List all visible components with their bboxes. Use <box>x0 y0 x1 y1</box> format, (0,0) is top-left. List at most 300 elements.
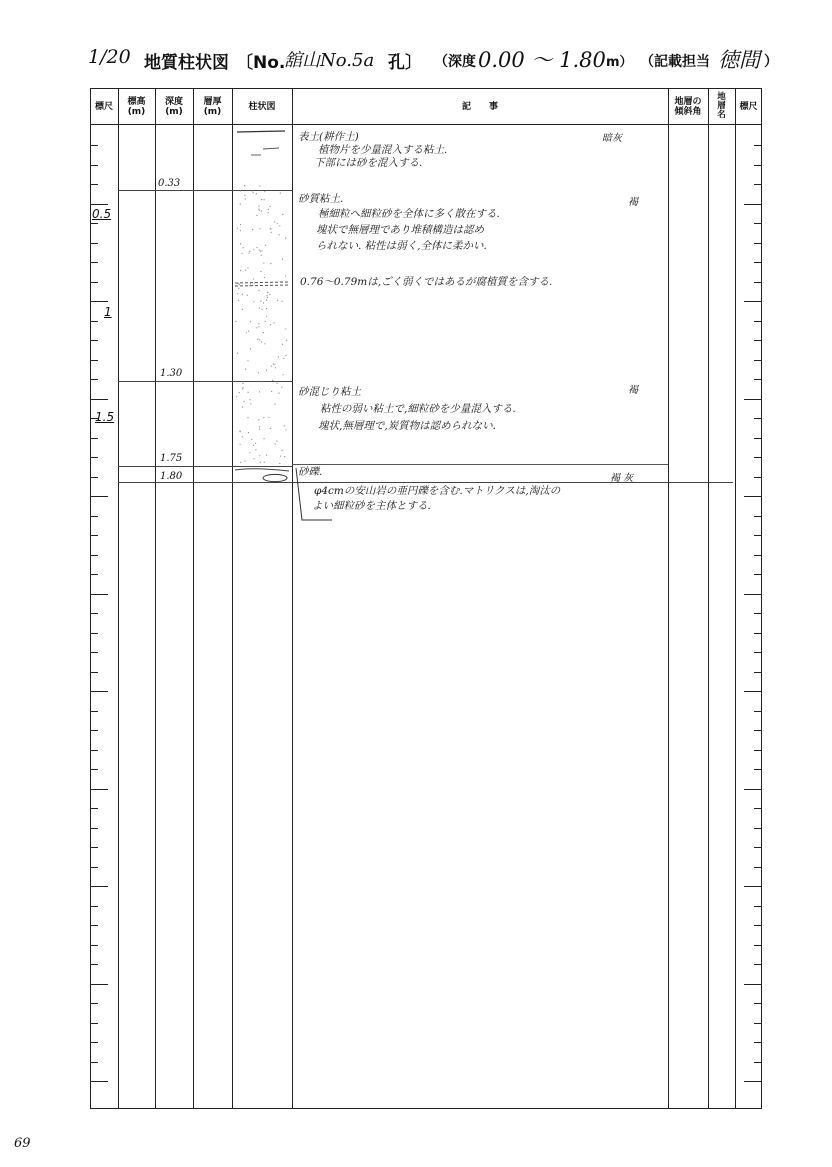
sand-speck <box>272 380 273 381</box>
scale-tick-right <box>754 1042 762 1043</box>
scale-tick-right <box>744 496 762 497</box>
col-sep <box>193 88 194 1109</box>
scale-tick-right <box>754 906 762 907</box>
sand-speck <box>240 190 241 191</box>
scale-tick-right <box>754 613 762 614</box>
sand-speck <box>263 417 264 418</box>
sand-speck <box>240 204 241 205</box>
sand-speck <box>271 232 272 233</box>
sand-speck <box>284 456 285 457</box>
sand-speck <box>236 285 237 286</box>
sand-speck <box>285 429 286 430</box>
scale-tick-left <box>90 535 98 536</box>
scale-tick-right <box>754 516 762 517</box>
sand-speck <box>259 339 260 340</box>
scale-tick-left <box>90 223 98 224</box>
sand-speck <box>266 370 267 371</box>
sand-speck <box>274 404 275 405</box>
scale-label-0-5: 0.5 <box>92 207 112 221</box>
sand-speck <box>264 191 265 192</box>
layer-1-line: 表土(耕作土) <box>298 131 359 143</box>
scale-tick-right <box>754 379 762 380</box>
sand-speck <box>261 199 262 200</box>
scale-tick-right <box>744 594 762 595</box>
scale-tick-left <box>90 906 98 907</box>
sand-speck <box>282 450 283 451</box>
header-thickness: 層厚 (m) <box>203 96 222 117</box>
sand-speck <box>259 429 260 430</box>
scale-tick-right <box>754 750 762 751</box>
sand-speck <box>253 458 254 459</box>
sand-speck <box>274 322 275 323</box>
col-sep <box>708 88 709 1109</box>
sand-speck <box>253 192 254 193</box>
sand-speck <box>277 300 278 301</box>
layer-1-line: 下部には砂を混入する. <box>314 157 423 169</box>
sand-speck <box>257 247 258 248</box>
sand-speck <box>280 456 281 457</box>
sand-speck <box>240 230 241 231</box>
sand-speck <box>239 284 240 285</box>
scale-tick-right <box>754 964 762 965</box>
sand-speck <box>259 185 260 186</box>
scale-tick-right <box>744 691 762 692</box>
scale-tick-right <box>744 399 762 400</box>
scale-tick-right <box>754 633 762 634</box>
sand-speck <box>253 278 254 279</box>
header-scale-right: 標尺 <box>739 101 758 112</box>
scale-label-1-5: 1.5 <box>95 410 115 424</box>
layer-2-line: られない. 粘性は弱く,全体に柔かい. <box>316 240 487 252</box>
depth-value: 1.30 <box>160 368 183 379</box>
header-description: 記 事 <box>461 101 498 112</box>
scale-tick-left <box>90 204 108 205</box>
sand-speck <box>270 324 271 325</box>
scale-tick-right <box>754 223 762 224</box>
sand-speck <box>265 245 266 246</box>
depth-suffix: m） <box>606 55 633 70</box>
sand-speck <box>242 388 243 389</box>
sand-speck <box>240 462 241 463</box>
sand-speck <box>270 229 271 230</box>
scale-tick-right <box>754 711 762 712</box>
description-divider <box>292 464 668 465</box>
scale-tick-right <box>754 438 762 439</box>
scale-tick-left <box>90 886 108 887</box>
scale-tick-right <box>754 555 762 556</box>
layer-2-line: 砂質粘土. <box>298 193 344 205</box>
scale-tick-left <box>90 340 98 341</box>
header-scale: 標尺 <box>94 101 113 112</box>
sand-speck <box>269 294 270 295</box>
scale-tick-left <box>90 379 98 380</box>
sand-speck <box>264 343 265 344</box>
scale-tick-right <box>754 360 762 361</box>
scale-tick-right <box>754 1062 762 1063</box>
sand-speck <box>266 299 267 300</box>
sand-speck <box>241 253 242 254</box>
sand-speck <box>281 387 282 388</box>
layer-1-line: 植物片を少量混入する粘土. <box>318 144 448 156</box>
sand-speck <box>256 327 257 328</box>
scale-tick-left <box>90 516 98 517</box>
sand-speck <box>249 452 250 453</box>
sand-speck <box>266 308 267 309</box>
scale-tick-left <box>90 633 98 634</box>
sand-speck <box>271 366 272 367</box>
scale-tick-right <box>754 340 762 341</box>
sand-speck <box>258 209 259 210</box>
scale-tick-right <box>754 828 762 829</box>
scale-tick-left <box>90 184 98 185</box>
sand-speck <box>253 301 254 302</box>
scale-tick-left <box>90 1062 98 1063</box>
sand-speck <box>242 387 243 388</box>
scale-tick-left <box>90 145 98 146</box>
scale-tick-left <box>90 477 98 478</box>
sand-speck <box>261 255 262 256</box>
header-dip: 地層の 傾斜角 <box>674 96 702 117</box>
sand-speck <box>283 358 284 359</box>
sand-speck <box>260 301 261 302</box>
scale-tick-right <box>754 145 762 146</box>
sand-speck <box>238 288 239 289</box>
scale-tick-right <box>754 457 762 458</box>
sand-speck <box>279 463 280 464</box>
col-sep <box>735 88 736 1109</box>
sand-speck <box>271 391 272 392</box>
sand-speck <box>253 249 254 250</box>
scale-tick-left <box>90 984 108 985</box>
scale-tick-right <box>744 301 762 302</box>
scale-tick-left <box>90 925 98 926</box>
sand-speck <box>250 399 251 400</box>
layer-2-line: 塊状で無層理であり堆積構造は認め <box>316 224 484 236</box>
sand-speck <box>258 372 259 373</box>
scale-tick-left <box>90 1081 108 1082</box>
sand-speck <box>255 443 256 444</box>
scale-tick-right <box>754 243 762 244</box>
sand-speck <box>282 259 283 260</box>
sand-speck <box>280 193 281 194</box>
sand-speck <box>249 285 250 286</box>
sand-speck <box>259 455 260 456</box>
sand-speck <box>248 331 249 332</box>
sand-speck <box>245 198 246 199</box>
hole-prefix: 〔No. <box>236 53 286 73</box>
sand-speck <box>285 237 286 238</box>
sand-speck <box>243 247 244 248</box>
scale-tick-left <box>90 496 108 497</box>
scale-tick-left <box>90 847 98 848</box>
scale-tick-right <box>754 1003 762 1004</box>
sand-speck <box>282 214 283 215</box>
scale-tick-left <box>90 1003 98 1004</box>
header-column: 柱状図 <box>248 101 276 112</box>
sand-speck <box>248 253 249 254</box>
sand-speck <box>274 221 275 222</box>
sand-speck <box>244 185 245 186</box>
sand-speck <box>255 449 256 450</box>
sand-speck <box>250 403 251 404</box>
scale-tick-left <box>90 769 98 770</box>
sand-speck <box>261 271 262 272</box>
scale-tick-right <box>754 184 762 185</box>
recorder-name: 徳間 <box>718 48 760 72</box>
sand-speck <box>274 364 275 365</box>
sand-speck <box>285 275 286 276</box>
sand-speck <box>266 316 267 317</box>
layer-4-color: 褐 灰 <box>610 473 634 484</box>
sand-speck <box>249 251 250 252</box>
scale-tick-right <box>744 984 762 985</box>
sand-speck <box>270 206 271 207</box>
sand-speck <box>267 292 268 293</box>
scale-tick-right <box>754 418 762 419</box>
sand-speck <box>268 209 269 210</box>
header-elevation: 標高 (m) <box>127 96 146 117</box>
scale-tick-left <box>90 165 98 166</box>
layer-4-line: φ4cmの安山岩の亜円礫を含む.マトリクスは,淘汰の <box>314 485 561 497</box>
layer-4-line: 砂礫. <box>298 466 323 478</box>
scale-tick-right <box>754 574 762 575</box>
recorder-prefix: （記載担当 <box>640 54 710 70</box>
scale-tick-left <box>90 672 98 673</box>
scale-tick-right <box>754 262 762 263</box>
scale-tick-left <box>90 243 98 244</box>
sand-speck <box>250 283 251 284</box>
scale-tick-left <box>90 360 98 361</box>
sand-speck <box>268 212 269 213</box>
sand-speck <box>266 455 267 456</box>
sand-speck <box>247 360 248 361</box>
sand-speck <box>240 444 241 445</box>
header-layer-name: 地 層 名 <box>717 92 726 120</box>
scale-tick-left <box>90 945 98 946</box>
scale-tick-left <box>90 555 98 556</box>
scale-tick-right <box>754 945 762 946</box>
sand-speck <box>286 340 287 341</box>
scale-tick-right <box>754 652 762 653</box>
scale-tick-left <box>90 613 98 614</box>
scale-tick-left <box>90 691 108 692</box>
sand-speck <box>261 211 262 212</box>
sand-speck <box>256 193 257 194</box>
scale-tick-right <box>754 769 762 770</box>
sand-speck <box>254 282 255 283</box>
depth-value: 1.75 <box>160 453 183 464</box>
depth-range: 0.00 ～ 1.80 <box>478 48 606 72</box>
scale-tick-left <box>90 1042 98 1043</box>
scale-tick-left <box>90 301 108 302</box>
sand-speck <box>259 250 260 251</box>
scale-tick-left <box>90 652 98 653</box>
sand-speck <box>244 195 245 196</box>
sand-speck <box>240 224 241 225</box>
sand-speck <box>261 381 262 382</box>
sand-speck <box>245 270 246 271</box>
bracket-line <box>292 466 332 526</box>
scale-tick-left <box>90 1023 98 1024</box>
sand-speck <box>261 341 262 342</box>
sand-speck <box>278 356 279 357</box>
layer-2-line: 極細粒へ細粒砂を全体に多く散在する. <box>318 208 500 220</box>
column-graphic <box>233 125 291 485</box>
col-sep <box>155 88 156 1109</box>
sheet-title <box>88 44 788 78</box>
sand-speck <box>259 391 260 392</box>
sand-speck <box>273 363 274 364</box>
sand-speck <box>261 250 262 251</box>
sand-speck <box>283 374 284 375</box>
sand-speck <box>284 425 285 426</box>
sand-speck <box>259 426 260 427</box>
sand-speck <box>263 332 264 333</box>
col-sep <box>668 88 669 1109</box>
col-sep <box>118 88 119 1109</box>
scale-tick-left <box>90 867 98 868</box>
sand-speck <box>253 445 254 446</box>
sand-speck <box>279 234 280 235</box>
sand-speck <box>259 210 260 211</box>
sand-speck <box>238 283 239 284</box>
sand-speck <box>258 290 259 291</box>
scale-tick-left <box>90 964 98 965</box>
sand-speck <box>285 328 286 329</box>
sand-speck <box>250 321 251 322</box>
sand-speck <box>260 228 261 229</box>
sand-speck <box>252 285 253 286</box>
sand-speck <box>260 251 261 252</box>
scale-label-1: 1 <box>104 305 112 319</box>
sand-speck <box>242 294 243 295</box>
sand-speck <box>250 348 251 349</box>
sand-speck <box>278 393 279 394</box>
scale-tick-left <box>90 457 98 458</box>
sand-speck <box>277 383 278 384</box>
scale-tick-right <box>754 1023 762 1024</box>
scale-tick-right <box>744 1081 762 1082</box>
sand-speck <box>264 199 265 200</box>
sand-speck <box>277 223 278 224</box>
scale-tick-left <box>90 438 98 439</box>
sand-speck <box>242 309 243 310</box>
layer-4-line: よい細粒砂を主体とする. <box>312 500 431 512</box>
title-heading: 地質柱状図 <box>144 53 229 73</box>
scale-tick-right <box>754 477 762 478</box>
sand-speck <box>275 367 276 368</box>
recorder-suffix: ） <box>764 54 778 70</box>
sand-speck <box>237 293 238 294</box>
scale-tick-right <box>754 730 762 731</box>
scale-tick-left <box>90 828 98 829</box>
sand-speck <box>236 396 237 397</box>
scale-tick-left <box>90 594 108 595</box>
sand-speck <box>240 270 241 271</box>
sand-speck <box>282 281 283 282</box>
sand-speck <box>265 321 266 322</box>
sand-speck <box>264 277 265 278</box>
scale-tick-right <box>754 535 762 536</box>
sand-speck <box>285 355 286 356</box>
scale-tick-left <box>90 808 98 809</box>
sand-speck <box>258 206 259 207</box>
scale-tick-right <box>754 847 762 848</box>
col-sep <box>292 88 293 1109</box>
scale-tick-left <box>90 574 98 575</box>
scale-tick-right <box>744 789 762 790</box>
scale-tick-right <box>754 672 762 673</box>
sand-speck <box>259 307 260 308</box>
sand-speck <box>275 443 276 444</box>
layer-3-line: 粘性の弱い粘土で,細粒砂を少量混入する. <box>320 403 516 415</box>
scale-ratio: 1/20 <box>88 46 131 68</box>
sand-speck <box>260 462 261 463</box>
scale-tick-left <box>90 282 98 283</box>
sand-speck <box>267 295 268 296</box>
scale-tick-left <box>90 399 108 400</box>
sand-speck <box>263 302 264 303</box>
sand-speck <box>237 228 238 229</box>
layer-2-color: 褐 <box>628 197 638 208</box>
sand-speck <box>247 267 248 268</box>
sand-speck <box>258 419 259 420</box>
sand-speck <box>263 263 264 264</box>
sand-speck <box>270 228 271 229</box>
sand-speck <box>264 438 265 439</box>
sand-speck <box>248 432 249 433</box>
sand-speck <box>279 225 280 226</box>
scale-tick-right <box>754 808 762 809</box>
sand-speck <box>276 441 277 442</box>
scale-tick-right <box>744 204 762 205</box>
sand-speck <box>247 417 248 418</box>
layer-3-color: 褐 <box>628 385 638 396</box>
hole-name: 舘山No.5a <box>284 50 375 71</box>
sand-speck <box>248 392 249 393</box>
scale-tick-right <box>744 886 762 887</box>
scale-tick-right <box>754 282 762 283</box>
sand-speck <box>282 301 283 302</box>
scale-tick-left <box>90 321 98 322</box>
sand-speck <box>239 392 240 393</box>
sand-speck <box>237 353 238 354</box>
scale-tick-left <box>90 262 98 263</box>
sand-speck <box>242 407 243 408</box>
scale-tick-left <box>90 789 108 790</box>
sand-speck <box>246 332 247 333</box>
depth-value: 0.33 <box>158 178 181 189</box>
layer-1-color: 暗灰 <box>602 133 622 144</box>
sand-speck <box>257 339 258 340</box>
sand-speck <box>244 460 245 461</box>
sand-speck <box>252 190 253 191</box>
sand-speck <box>242 436 243 437</box>
sand-speck <box>270 263 271 264</box>
sand-speck <box>282 344 283 345</box>
sand-speck <box>268 417 269 418</box>
sand-speck <box>247 295 248 296</box>
sand-speck <box>235 321 236 322</box>
sand-speck <box>239 431 240 432</box>
hole-suffix: 孔〕 <box>388 53 422 73</box>
layer-2-line: 0.76〜0.79mは,ごく弱くではあるが腐植質を含する. <box>300 276 553 288</box>
scale-tick-right <box>754 925 762 926</box>
layer-3-line: 砂混じり粘土 <box>298 386 361 398</box>
sand-speck <box>267 297 268 298</box>
sand-speck <box>262 309 263 310</box>
scale-tick-left <box>90 730 98 731</box>
